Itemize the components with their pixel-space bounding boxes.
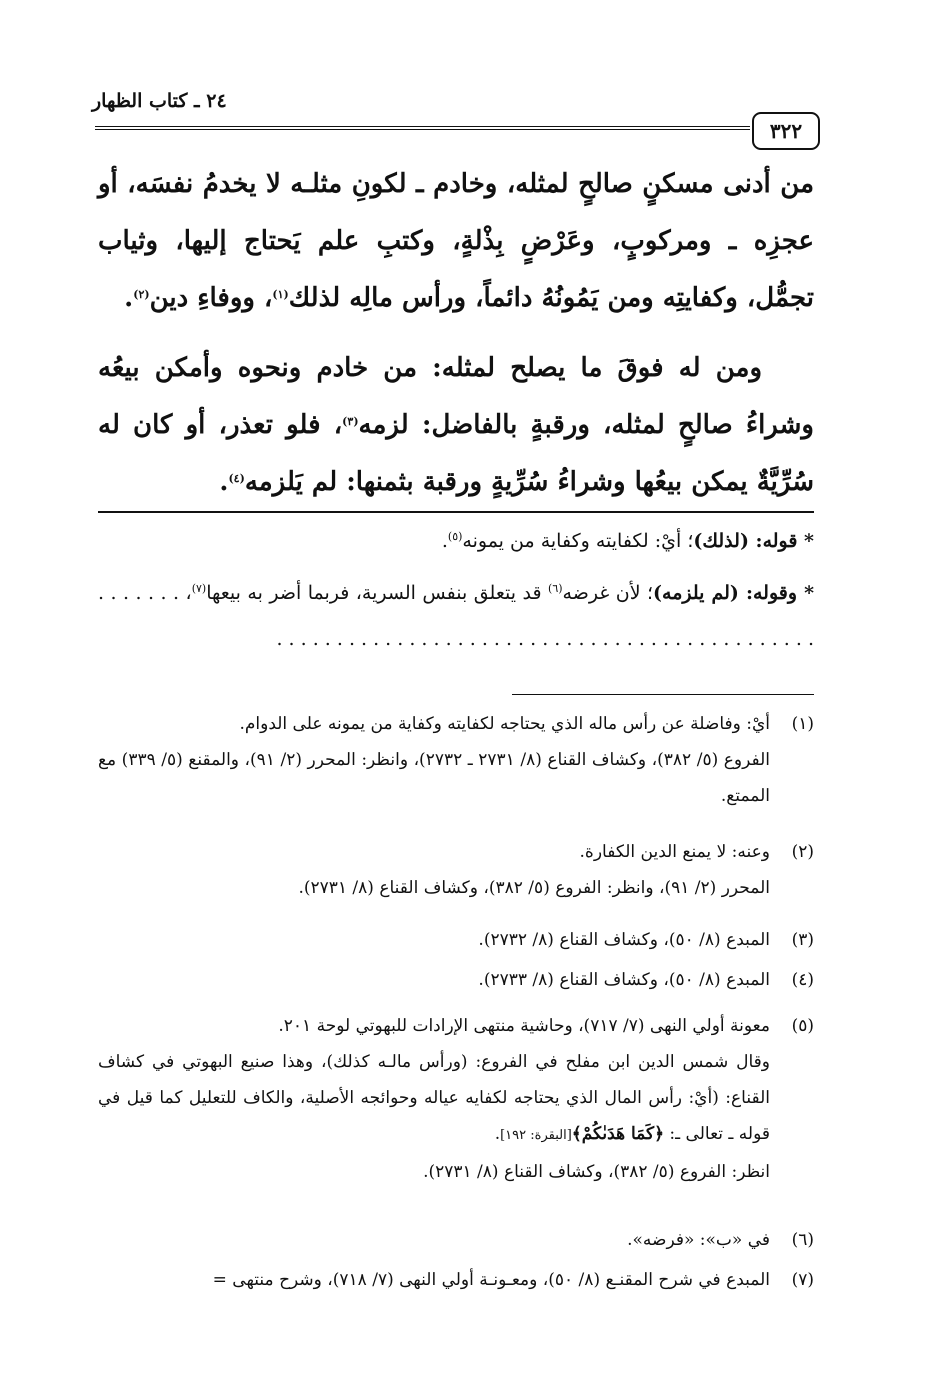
footnote-1 xyxy=(98,706,814,814)
dot-leader: ، . . . . . . . . . . . . . . . . . . . . . . . . . . . . . . . . . . . . . . . . . . . . . . . . . . . . xyxy=(98,582,814,650)
commentary-text: . xyxy=(441,530,448,552)
text-commentary-divider xyxy=(98,511,814,513)
footnote-text: المبدع (٨/ ٥٠)، وكشاف القناع (٨/ ٢٧٣٣). xyxy=(478,970,770,990)
footnote-ref[interactable]: (٥) xyxy=(447,530,463,543)
main-text: ومن له فوقَ ما يصلح لمثله: من خادم ونحوه وأمكن بيعُه وشراءُ صالحٍ لمثله، ورقبةٍ بالفاضل: لزمه xyxy=(98,353,814,440)
footnote-ref[interactable]: (٣) xyxy=(342,415,359,428)
main-paragraph-2 xyxy=(98,340,814,511)
footnote-text: المبدع في شرح المقنـع (٨/ ٥٠)، ومعـونـة أولي النهى (٧/ ٧١٨)، وشرح منتهى = xyxy=(212,1270,770,1290)
footnote-text: وعنه: لا يمنع الدين الكفارة. xyxy=(579,842,770,862)
footnote-text: أيْ: وفاضلة عن رأس ماله الذي يحتاجه لكفايته وكفاية من يمونه على الدوام. xyxy=(239,714,770,734)
footnote-text: المحرر (٢/ ٩١)، وانظر: الفروع (٥/ ٣٨٢)، وكشاف القناع (٨/ ٢٧٣١). xyxy=(298,878,770,898)
main-paragraph-1 xyxy=(98,156,814,327)
commentary-lemma: * وقوله: (لم يلزمه) xyxy=(653,582,815,604)
footnote-ref[interactable]: (٧) xyxy=(191,582,207,595)
commentary-2 xyxy=(98,570,814,662)
commentary-text: ؛ لأن غرضه xyxy=(562,582,654,604)
footnote-3 xyxy=(98,922,814,958)
main-text: من أدنى مسكنٍ صالحٍ لمثله، وخادم ـ لكونِ مثلـه لا يخدمُ نفسَه، أو عجزِه ـ ومركوبٍ، وعَرْضٍ بِذْلةٍ، وكتبِ علم يَحتاج إليها، وثياب تجمُّل، وكفايتِه ومن يَمُونُهُ دائماً، ورأس مالِه لذلك xyxy=(98,169,814,313)
footnote-ref[interactable]: (١) xyxy=(272,288,289,301)
main-text: . xyxy=(124,283,134,313)
quran-citation: [البقرة: ١٩٢] xyxy=(500,1128,572,1143)
footnote-number: (٢) xyxy=(791,842,814,862)
commentary-text: قد يتعلق بنفس السرية، فربما أضر به بيعها xyxy=(206,582,549,604)
chapter-title: ٢٤ ـ كتاب الظهار xyxy=(92,90,227,112)
header-rule xyxy=(95,126,750,130)
footnote-7 xyxy=(98,1262,814,1298)
main-text: ، فلو تعذر، أو كان له سُرِّيَّةٌ يمكن بيعُها وشراءُ سُرِّيةٍ ورقبة بثمنها: لم يَلزمه xyxy=(98,410,814,497)
footnote-5 xyxy=(98,1008,814,1190)
footnote-text: المبدع (٨/ ٥٠)، وكشاف القناع (٨/ ٢٧٣٢). xyxy=(478,930,770,950)
page-number: ٣٢٢ xyxy=(752,112,820,150)
commentary-lemma: * قوله: (لذلك) xyxy=(693,530,814,552)
footnote-text: معونة أولي النهى (٧/ ٧١٧)، وحاشية منتهى الإرادات للبهوتي لوحة ٢٠١. xyxy=(278,1016,770,1036)
footnote-text: الفروع (٥/ ٣٨٢)، وكشاف القناع (٨/ ٢٧٣١ ـ ٢٧٣٢)، وانظر: المحرر (٢/ ٩١)، والمقنع (٥/ ٣٣٩) مع الممتع. xyxy=(98,750,770,806)
footnote-2 xyxy=(98,834,814,906)
footnote-text: وقال شمس الدين ابن مفلح في الفروع: (ورأس مالـه كذلك)، وهذا صنيع البهوتي في كشاف القناع: (أيْ: رأس المال الذي يحتاجه لكفايه عياله وحوائجه الأصلية، والكاف للتعليل كما قيل في قوله ـ تعالى ـ: xyxy=(98,1052,770,1144)
footnote-ref[interactable]: (٢) xyxy=(133,288,150,301)
footnote-6 xyxy=(98,1222,814,1258)
footnote-number: (٧) xyxy=(791,1270,814,1290)
footnote-number: (٦) xyxy=(791,1230,814,1250)
commentary-text: ؛ أيْ: لكفايته وكفاية من يمونه xyxy=(462,530,694,552)
main-text: ، ووفاءِ دين xyxy=(149,283,273,313)
footnote-separator xyxy=(512,694,814,695)
commentary-1 xyxy=(98,518,814,564)
footnote-text: انظر: الفروع (٥/ ٣٨٢)، وكشاف القناع (٨/ ٢٧٣١). xyxy=(423,1162,770,1182)
footnote-ref[interactable]: (٤) xyxy=(228,472,245,485)
quran-quote: ﴿كَمَا هَدَىٰكُمْ﴾ xyxy=(571,1124,665,1144)
footnote-number: (٤) xyxy=(791,970,814,990)
footnote-4 xyxy=(98,962,814,998)
footnote-text: . xyxy=(494,1124,501,1144)
footnote-text: في «ب»: «فرضه». xyxy=(627,1230,770,1250)
main-text: . xyxy=(219,467,229,497)
footnote-number: (٥) xyxy=(791,1016,814,1036)
footnote-ref[interactable]: (٦) xyxy=(548,582,563,595)
footnote-number: (١) xyxy=(791,714,814,734)
footnote-number: (٣) xyxy=(791,930,814,950)
